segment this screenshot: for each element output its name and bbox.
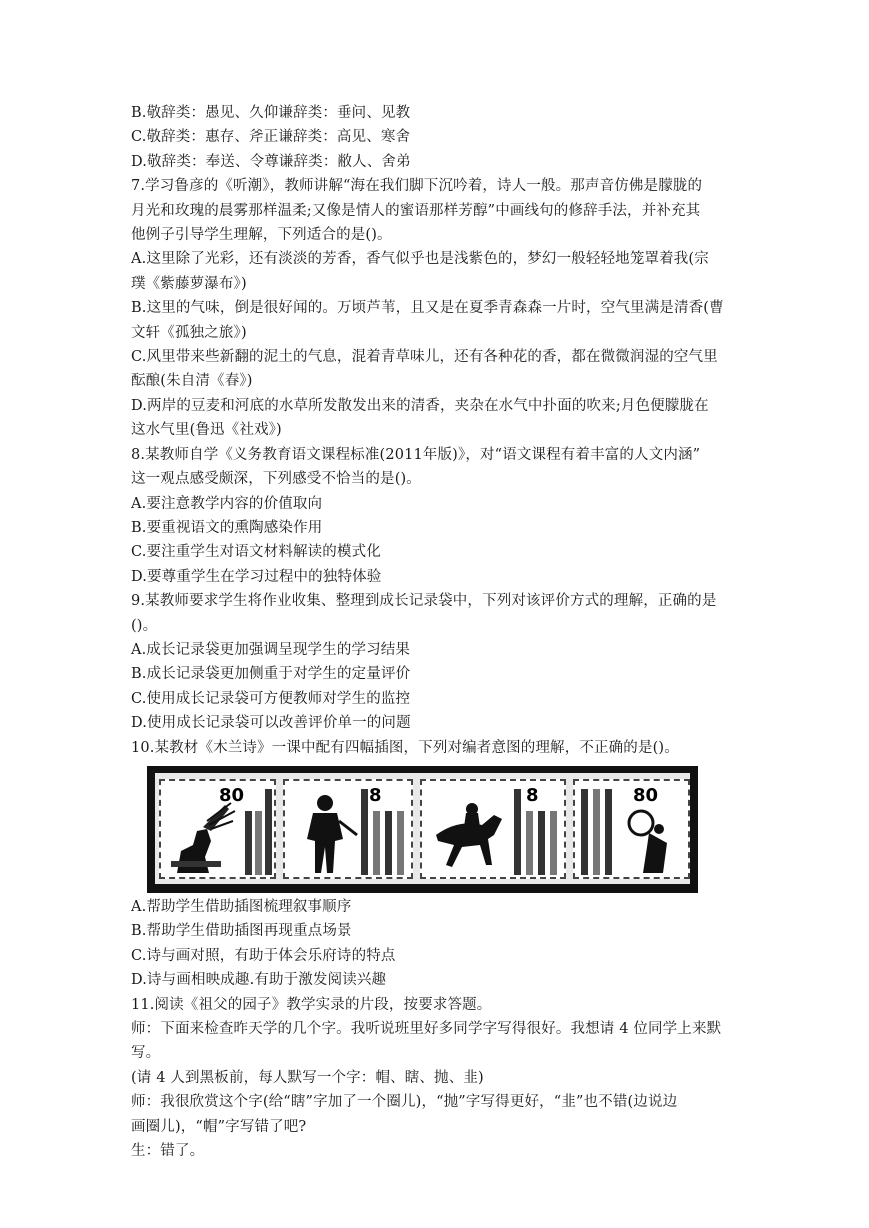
text-line: C.要注重学生对语文材料解读的模式化 — [131, 544, 381, 561]
text-line: 师：下面来检查昨天学的几个字。我听说班里好多同学字写得很好。我想请 4 位同学上来默 — [131, 1021, 722, 1037]
stamp-denomination: 80 — [633, 784, 659, 806]
text-line: C.风里带来些新翻的泥土的气息，混着青草味儿，还有各种花的香，都在微微润湿的空气里 — [131, 349, 718, 366]
text-line: 文轩《孤独之旅》) — [131, 324, 247, 341]
mirror-figure-icon — [619, 807, 681, 877]
text-line: D.要尊重学生在学习过程中的独特体验 — [131, 568, 382, 585]
text-line: 月光和玫瑰的晨雾那样温柔;又像是情人的蜜语那样芳醇”中画线句的修辞手法，并补充其 — [131, 202, 701, 219]
text-line: 这水气里(鲁迅《社戏》) — [131, 422, 282, 439]
text-line: 11.阅读《祖父的园子》教学实录的片段，按要求答题。 — [131, 996, 492, 1013]
text-line: A.要注意教学内容的价值取向 — [131, 495, 323, 512]
text-line: (请 4 人到黑板前，每人默写一个字：帽、瞎、抛、韭) — [131, 1069, 484, 1086]
text-line: ()。 — [131, 617, 158, 634]
text-line: 生：错了。 — [131, 1143, 205, 1160]
text-line: 这一观点感受颇深，下列感受不恰当的是()。 — [131, 471, 421, 488]
text-line: D.敬辞类：奉送、令尊谦辞类：敝人、舍弟 — [131, 153, 411, 170]
stamp-horse-rider — [420, 779, 566, 879]
text-line: B.帮助学生借助插图再现重点场景 — [131, 923, 352, 940]
text-line: B.要重视语文的熏陶感染作用 — [131, 519, 323, 536]
text-line: 9.某教师要求学生将作业收集、整理到成长记录袋中，下列对该评价方式的理解，正确的是 — [131, 593, 717, 610]
warrior-figure-icon — [291, 791, 361, 875]
text-line: C.敬辞类：惠存、斧正谦辞类：高见、寒舍 — [131, 129, 411, 146]
text-line: 酝酿(朱自清《春》) — [131, 373, 253, 390]
text-line: B.这里的气味，倒是很好闻的。万顷芦苇，且又是在夏季青森森一片时，空气里满是清香(曹 — [131, 300, 724, 317]
stamp-weaving — [159, 779, 276, 879]
text-line: A.这里除了光彩，还有淡淡的芳香，香气似乎也是浅紫色的，梦幻一般轻轻地笼罩着我(宗 — [131, 251, 709, 268]
text-line: 8.某教师自学《义务教育语文课程标准(2011年版)》，对“语文课程有着丰富的人文内涵” — [131, 446, 701, 463]
mulan-illustration-strip — [147, 766, 698, 893]
text-line: 璞《紫藤萝瀑布》) — [131, 275, 247, 292]
stamp-denomination: 8 — [369, 784, 382, 806]
text-line: D.诗与画相映成趣.有助于激发阅读兴趣 — [131, 972, 387, 989]
stamp-sheet — [155, 773, 690, 884]
text-line: D.使用成长记录袋可以改善评价单一的问题 — [131, 715, 411, 732]
question-text-block-continued — [131, 895, 731, 1163]
text-line: D.两岸的豆麦和河底的水草所发散发出来的清香，夹杂在水气中扑面的吹来;月色便朦胧在 — [131, 397, 709, 414]
horse-rider-icon — [428, 795, 510, 875]
text-line: 画圈儿)，“帽”字写错了吧? — [131, 1118, 307, 1135]
text-line: 写。 — [131, 1045, 161, 1062]
text-line: 7.学习鲁彦的《听潮》，教师讲解“海在我们脚下沉吟着，诗人一般。那声音仿佛是朦胧的 — [131, 178, 703, 195]
stamp-denomination: 8 — [526, 784, 539, 806]
exam-page — [131, 101, 731, 1163]
stamp-mirror — [573, 779, 690, 879]
text-line: C.诗与画对照，有助于体会乐府诗的特点 — [131, 947, 396, 964]
text-line: 他例子引导学生理解，下列适合的是()。 — [131, 227, 392, 244]
question-text-block — [131, 101, 731, 760]
text-line: B.敬辞类：愚见、久仰谦辞类：垂问、见教 — [131, 105, 411, 121]
text-line: 10.某教材《木兰诗》一课中配有四幅插图，下列对编者意图的理解，不正确的是()。 — [131, 739, 679, 756]
stamp-warrior — [283, 779, 413, 879]
text-line: 师：我很欣赏这个字(给“瞎”字加了一个圈儿)，“抛”字写得更好，“韭”也不错(边说边 — [131, 1094, 678, 1111]
stamp-denomination: 80 — [219, 784, 245, 806]
text-line: B.成长记录袋更加侧重于对学生的定量评价 — [131, 666, 411, 683]
text-line: C.使用成长记录袋可方便教师对学生的监控 — [131, 690, 411, 707]
text-line: A.成长记录袋更加强调呈现学生的学习结果 — [131, 641, 411, 658]
weaving-figure-icon — [167, 801, 237, 877]
text-line: A.帮助学生借助插图梳理叙事顺序 — [131, 898, 352, 915]
